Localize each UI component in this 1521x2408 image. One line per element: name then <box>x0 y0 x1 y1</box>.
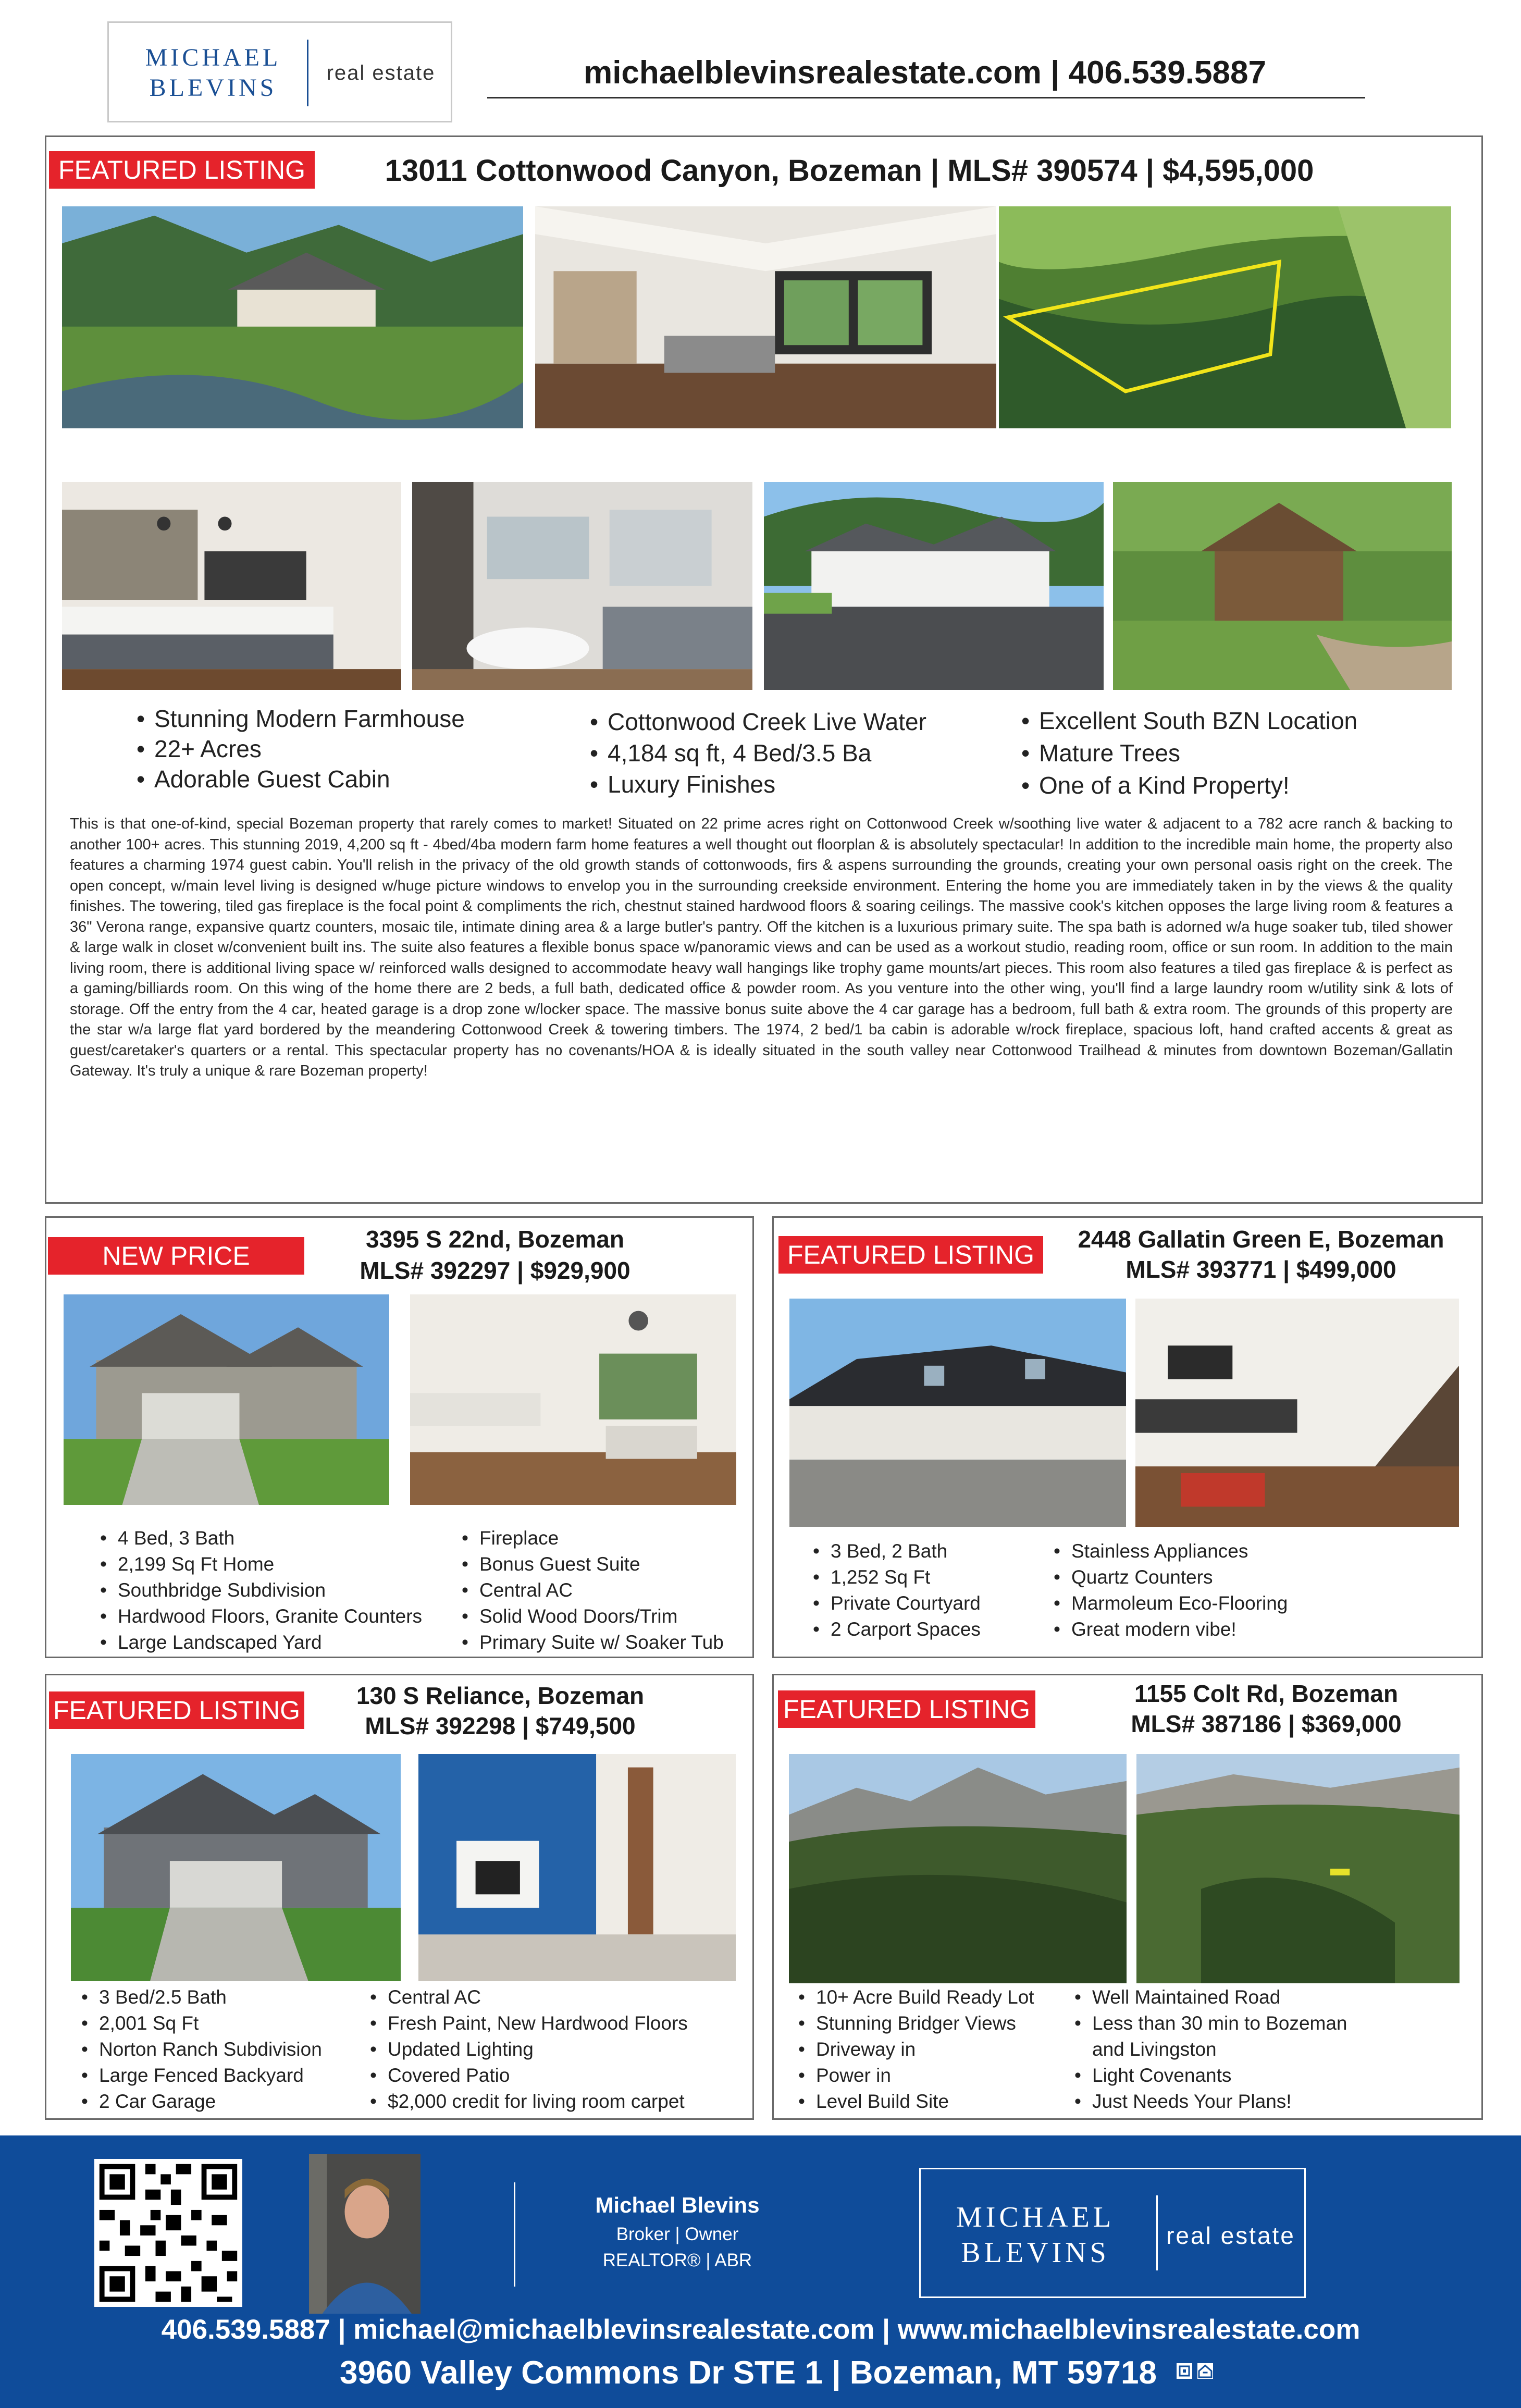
bullet-item: • Fireplace <box>462 1525 753 1551</box>
listing-3-mls: MLS# 392298 | $749,500 <box>365 1712 636 1739</box>
featured-tag: FEATURED LISTING <box>49 151 315 189</box>
bullet-item: • Power in <box>798 2063 1069 2089</box>
featured-bullets-col1 <box>137 703 533 794</box>
bullet-item: • Light Covenants <box>1074 2063 1366 2089</box>
bullet-item: • Large Fenced Backyard <box>81 2063 373 2089</box>
bullet-item: • Excellent South BZN Location <box>1021 705 1438 737</box>
listing-2-exterior-photo[interactable] <box>789 1299 1126 1527</box>
listing-2-address[interactable]: 2448 Gallatin Green E, Bozeman <box>1078 1226 1444 1253</box>
bullet-item: • Hardwood Floors, Granite Counters <box>100 1603 465 1629</box>
bullet-item: • Private Courtyard <box>813 1590 1053 1616</box>
bullet-item: • Large Landscaped Yard <box>100 1629 465 1656</box>
bullet-item: • Mature Trees <box>1021 737 1438 769</box>
listing-1-features-col1 <box>100 1525 465 1656</box>
footer-logo-divider <box>1156 2195 1158 2270</box>
bullet-item: • Luxury Finishes <box>590 769 986 800</box>
bullet-item: • 10+ Acre Build Ready Lot <box>798 1984 1069 2010</box>
listing-4-land-photo[interactable] <box>789 1754 1127 1983</box>
footer-logo-subtitle: real estate <box>1166 2222 1295 2249</box>
bullet-item: • Less than 30 min to Bozeman and Livingston <box>1074 2010 1366 2063</box>
bullet-item: • 2 Car Garage <box>81 2089 373 2115</box>
bullet-item: • 3 Bed/2.5 Bath <box>81 1984 373 2010</box>
listing-4-features-col2 <box>1074 1984 1366 2115</box>
bullet-item: • Primary Suite w/ Soaker Tub <box>462 1629 753 1656</box>
bullet-item: • Well Maintained Road <box>1074 1984 1366 2010</box>
bullet-item: • 1,252 Sq Ft <box>813 1564 1053 1590</box>
bullet-item: • Marmoleum Eco-Flooring <box>1054 1590 1345 1616</box>
bullet-item: • Cottonwood Creek Live Water <box>590 706 986 737</box>
footer-logo-name: MICHAEL BLEVINS <box>956 2201 1115 2269</box>
listing-3-tag: FEATURED LISTING <box>49 1691 304 1729</box>
footer-contact-line[interactable]: 406.539.5887 | michael@michaelblevinsrealestate.com | www.michaelblevinsrealestate.com <box>161 2314 1361 2345</box>
realtor-icon <box>1177 2363 1192 2379</box>
bullet-item: • Bonus Guest Suite <box>462 1551 753 1577</box>
listing-3-address[interactable]: 130 S Reliance, Bozeman <box>356 1682 645 1709</box>
bullet-item: • Level Build Site <box>798 2089 1069 2115</box>
header-contact[interactable]: michaelblevinsrealestate.com | 406.539.5887 <box>584 55 1266 91</box>
bullet-item: • $2,000 credit for living room carpet <box>370 2089 750 2115</box>
listing-1-mls: MLS# 392297 | $929,900 <box>360 1257 630 1284</box>
listing-3-exterior-photo[interactable] <box>71 1754 401 1981</box>
listing-2-interior-photo[interactable] <box>1135 1299 1459 1527</box>
bullet-item: • Southbridge Subdivision <box>100 1577 465 1603</box>
footer-address-line: 3960 Valley Commons Dr STE 1 | Bozeman, MT 59718 <box>340 2355 1157 2391</box>
qr-code-icon[interactable] <box>94 2159 242 2307</box>
bullet-item: • Solid Wood Doors/Trim <box>462 1603 753 1629</box>
bullet-item: • Stunning Modern Farmhouse <box>137 703 533 734</box>
featured-title[interactable]: 13011 Cottonwood Canyon, Bozeman | MLS# 390574 | $4,595,000 <box>385 154 1314 188</box>
footer-brand-logo <box>919 2168 1306 2298</box>
footer-divider <box>514 2182 515 2287</box>
listing-3-features-col2 <box>370 1984 750 2115</box>
listing-3-interior-photo[interactable] <box>418 1754 736 1981</box>
agent-name: Michael Blevins <box>595 2193 760 2217</box>
bullet-item: • Fresh Paint, New Hardwood Floors <box>370 2010 750 2036</box>
bullet-item: • 2,001 Sq Ft <box>81 2010 373 2036</box>
bullet-item: • Central AC <box>462 1577 753 1603</box>
logo-divider <box>307 40 308 106</box>
listing-1-features-col2 <box>462 1525 753 1656</box>
photo-living-room[interactable] <box>535 206 996 428</box>
listing-4-features-col1 <box>798 1984 1069 2115</box>
bullet-item: • Quartz Counters <box>1054 1564 1345 1590</box>
listing-1-exterior-photo[interactable] <box>64 1294 389 1505</box>
bullet-item: • 4,184 sq ft, 4 Bed/3.5 Ba <box>590 737 986 769</box>
listing-2-mls: MLS# 393771 | $499,000 <box>1126 1256 1396 1283</box>
listing-1-interior-photo[interactable] <box>410 1294 736 1505</box>
equal-housing-icon <box>1197 2363 1213 2379</box>
listing-1-address[interactable]: 3395 S 22nd, Bozeman <box>366 1226 624 1253</box>
bullet-item: • Covered Patio <box>370 2063 750 2089</box>
bullet-item: • Adorable Guest Cabin <box>137 764 533 794</box>
listing-4-address[interactable]: 1155 Colt Rd, Bozeman <box>1134 1680 1399 1707</box>
listing-1-tag: NEW PRICE <box>48 1237 304 1275</box>
photo-spa-bath[interactable] <box>412 482 752 690</box>
bullet-item: • 22+ Acres <box>137 734 533 764</box>
bullet-item: • Great modern vibe! <box>1054 1616 1345 1643</box>
logo-name: MICHAEL BLEVINS <box>145 44 281 102</box>
listing-2-features-col1 <box>813 1538 1053 1643</box>
agent-photo <box>309 2154 421 2314</box>
listing-4-aerial-photo[interactable] <box>1136 1754 1460 1983</box>
logo-subtitle: real estate <box>326 61 436 84</box>
bullet-item: • 2 Carport Spaces <box>813 1616 1053 1643</box>
brand-logo <box>107 21 452 122</box>
agent-title: Broker | Owner <box>616 2224 739 2244</box>
photo-garage-exterior[interactable] <box>764 482 1104 690</box>
bullet-item: • 2,199 Sq Ft Home <box>100 1551 465 1577</box>
listing-4-tag: FEATURED LISTING <box>778 1690 1035 1728</box>
featured-bullets-col3 <box>1021 705 1438 801</box>
photo-guest-cabin[interactable] <box>1113 482 1452 690</box>
photo-kitchen[interactable] <box>62 482 401 690</box>
bullet-item: • 3 Bed, 2 Bath <box>813 1538 1053 1564</box>
bullet-item: • 4 Bed, 3 Bath <box>100 1525 465 1551</box>
bullet-item: • Updated Lighting <box>370 2036 750 2063</box>
featured-description: This is that one-of-kind, special Bozeman property that rarely comes to market! Situated on 22 prime acres right on Cottonwood Creek w/soothing live water & adjacent to a 782 acre ranch & backing to another 100+ acres. This stunning 2019, 4,200 sq ft - 4bed/4ba modern farm home features a well thought out floorplan & is absolutely spectacular! In addition to the incredible main home, the property also features a charming 1974 guest cabin. You'll relish in the privacy of the old growth stands of cottonwoods, firs & aspens surrounding the grounds, creating your own personal oasis right on the creek. The open concept, w/main level living is designed w/huge picture windows to envelop you in the surrounding creekside environment. Entering the home you are immediately taken in by the views & the quality finishes. The towering, tiled gas fireplace is the focal point & compliments the rich, chestnut stained hardwood floors & soaring ceilings. The massive cook's kitchen opposes the large living room & features a 36" Verona range, expansive quartz counters, mosaic tile, intimate dining area & a large butler's pantry. Off the kitchen is a luxurious primary suite. The spa bath is adorned w/a huge soaker tub, tiled shower & large walk in closet w/convenient built ins. The suite also features a flexible bonus space w/panoramic views and can be used as a workout studio, reading room, office or sun room. In addition to the main living room, there is additional living space w/ reinforced walls designed to accommodate heavy wall hangings like trophy game mounts/art pieces. This room also features a tiled gas fireplace & is perfect as a gaming/billiards room. On this wing of the home there are 2 beds, a full bath, dedicated office & powder room. As you venture into the other wing, you'll find a large laundry room w/utility sink & lots of storage. Off the entry from the 4 car, heated garage is a drop zone w/locker space. The massive bonus suite above the 4 car garage has a bedroom, full bath & extra room. The grounds of this property are the star w/a large flat yard bordered by the meandering Cottonwood Creek & towering timbers. The 1974, 2 bed/1 ba cabin is adorable w/rock fireplace, spacious loft, hand crafted accents & great as guest/caretaker's quarters or a rental. This spectacular property has no covenants/HOA & is ideally situated in the south valley near Cottonwood Trailhead & minutes from downtown Bozeman/Gallatin Gateway. It's truly a unique & rare Bozeman property! <box>70 816 1453 1079</box>
bullet-item: • Stunning Bridger Views <box>798 2010 1069 2036</box>
photo-exterior-creek[interactable] <box>62 206 523 428</box>
listing-3-features-col1 <box>81 1984 373 2115</box>
photo-aerial-acreage[interactable] <box>999 206 1451 428</box>
header-divider <box>487 97 1365 98</box>
bullet-item: • Norton Ranch Subdivision <box>81 2036 373 2063</box>
listing-2-tag: FEATURED LISTING <box>778 1236 1043 1274</box>
bullet-item: • One of a Kind Property! <box>1021 769 1438 801</box>
bullet-item: • Driveway in <box>798 2036 1069 2063</box>
bullet-item: • Central AC <box>370 1984 750 2010</box>
listing-2-features-col2 <box>1054 1538 1345 1643</box>
bullet-item: • Stainless Appliances <box>1054 1538 1345 1564</box>
bullet-item: • Just Needs Your Plans! <box>1074 2089 1366 2115</box>
agent-credentials: REALTOR® | ABR <box>602 2250 752 2270</box>
featured-bullets-col2 <box>590 706 986 800</box>
listing-4-mls: MLS# 387186 | $369,000 <box>1131 1710 1402 1737</box>
